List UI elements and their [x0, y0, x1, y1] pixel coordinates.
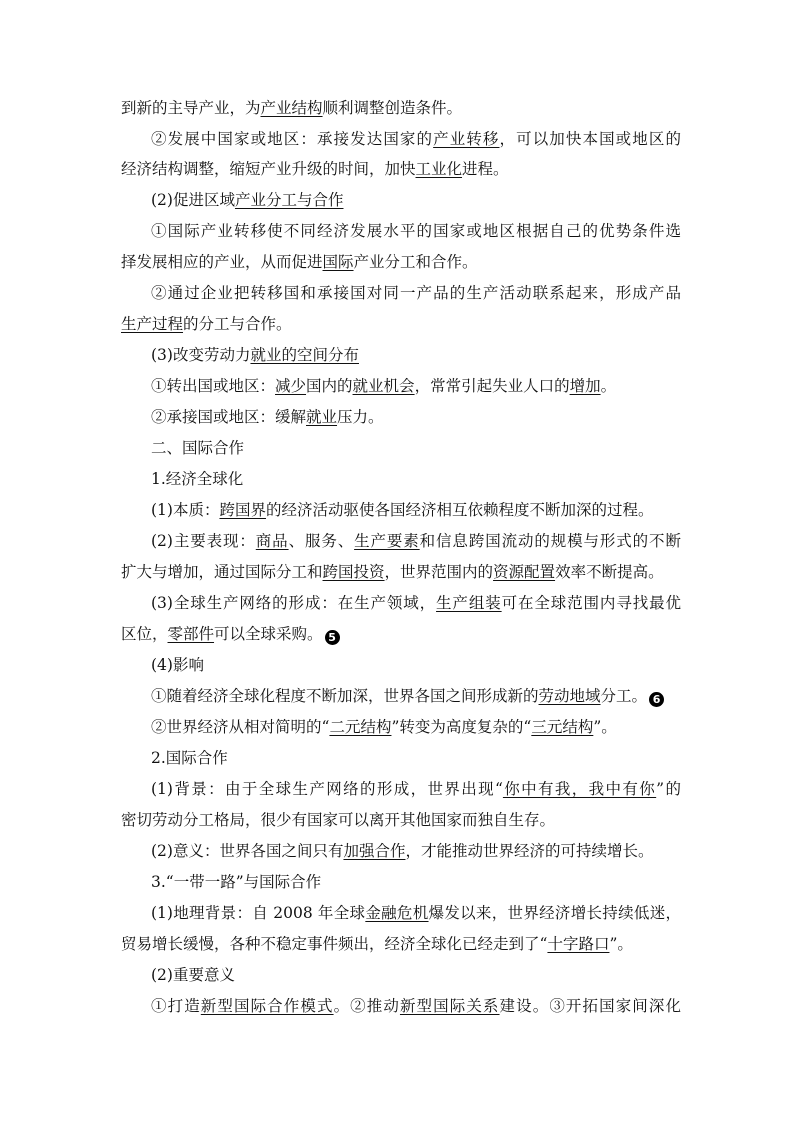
underlined-keyword: 增加 — [569, 377, 601, 395]
text-line — [151, 406, 681, 428]
underlined-keyword: 资源配置 — [493, 563, 556, 581]
text-line — [151, 592, 681, 614]
text-segment: (1)地理背景：自 2008 年全球 — [151, 904, 366, 922]
text-segment: (2)促进区域 — [151, 191, 235, 209]
text-segment: 密切劳动分工格局，很少有国家可以离开其他国家而独自生存。 — [121, 811, 556, 829]
text-segment: ，可以加快本国或地区的 — [499, 130, 681, 148]
text-segment: ，常常引起失业人口的 — [414, 377, 570, 395]
text-segment: 。 — [600, 377, 617, 395]
text-segment: ，才能推动世界经济的可持续增长。 — [405, 842, 654, 860]
text-segment: ①打造 — [151, 997, 201, 1015]
footnote-marker-icon: 6 — [649, 692, 664, 707]
text-line — [151, 499, 681, 521]
text-segment: 、服务、 — [288, 532, 355, 550]
text-line — [151, 964, 681, 986]
text-segment: ①随着经济全球化程度不断加深，世界各国之间形成新的 — [151, 687, 539, 705]
text-segment: 区位， — [121, 625, 168, 643]
text-segment: ②承接国或地区：缓解 — [151, 408, 307, 426]
underlined-keyword: 产业结构 — [260, 99, 323, 117]
underlined-keyword: 生产过程 — [121, 315, 184, 333]
text-line — [151, 716, 681, 738]
text-line — [151, 437, 681, 459]
underlined-keyword: 跨国投资 — [322, 563, 385, 581]
text-segment: ②世界经济从相对简明的“ — [151, 718, 330, 736]
underlined-keyword: 国际 — [322, 253, 354, 271]
text-segment: 的分工与合作。 — [183, 315, 292, 333]
text-segment: (4)影响 — [151, 656, 204, 674]
text-segment: 产业分工和合作。 — [353, 253, 478, 271]
text-segment: 进程。 — [462, 160, 509, 178]
text-line — [121, 97, 681, 119]
text-line — [151, 902, 681, 924]
text-line — [151, 778, 681, 800]
text-segment: 1.经济全球化 — [151, 470, 244, 488]
text-line — [121, 809, 681, 831]
underlined-keyword: 生产要素 — [354, 532, 420, 550]
text-segment: 择发展相应的产业，从而促进 — [121, 253, 323, 271]
underlined-keyword: 产业分工与合作 — [234, 191, 344, 209]
text-segment: 效率不断提高。 — [555, 563, 664, 581]
underlined-keyword: 跨国界 — [219, 501, 266, 519]
text-segment: ”。 — [593, 718, 617, 736]
text-line — [151, 220, 681, 242]
text-line — [151, 871, 681, 893]
text-segment: ①国际产业转移使不同经济发展水平的国家或地区根据自己的优势条件选 — [151, 222, 681, 240]
underlined-keyword: 加强合作 — [343, 842, 406, 860]
text-segment: ”的 — [656, 780, 681, 798]
underlined-keyword: 新型国际合作模式 — [200, 997, 334, 1015]
underlined-keyword: 你中有我，我中有你 — [502, 780, 657, 798]
text-segment: 2.国际合作 — [151, 749, 228, 767]
text-segment: (2)意义：世界各国之间只有 — [151, 842, 344, 860]
text-line — [121, 313, 681, 335]
text-segment: 经济结构调整，缩短产业升级的时间，加快 — [121, 160, 416, 178]
text-segment: (2)重要意义 — [151, 966, 235, 984]
footnote-marker-icon: 5 — [325, 630, 340, 645]
underlined-keyword: 就业 — [306, 408, 338, 426]
text-segment: 压力。 — [337, 408, 384, 426]
underlined-keyword: 就业机会 — [352, 377, 415, 395]
underlined-keyword: 二元结构 — [329, 718, 392, 736]
text-segment: 可以全球采购。 — [214, 625, 323, 643]
text-line — [151, 468, 681, 490]
text-line — [151, 530, 681, 552]
text-segment: 顺利调整创造条件。 — [322, 99, 463, 117]
text-line — [151, 344, 681, 366]
text-segment: (3)改变劳动力 — [151, 346, 251, 364]
text-line — [121, 158, 681, 180]
text-line — [151, 375, 681, 397]
underlined-keyword: 三元结构 — [531, 718, 594, 736]
underlined-keyword: 商品 — [255, 532, 289, 550]
text-segment: 扩大与增加，通过国际分工和 — [121, 563, 323, 581]
text-line — [151, 128, 681, 150]
text-segment: ，世界范围内的 — [384, 563, 494, 581]
text-segment: 国内的 — [306, 377, 353, 395]
text-segment: ①转出国或地区： — [151, 377, 276, 395]
text-line — [151, 189, 681, 211]
underlined-keyword: 新型国际关系 — [399, 997, 500, 1015]
text-segment: 贸易增长缓慢，各种不稳定事件频出，经济全球化已经走到了“ — [121, 935, 548, 953]
text-segment: 可在全球范围内寻找最优 — [501, 594, 681, 612]
text-segment: (1)本质： — [151, 501, 220, 519]
underlined-keyword: 生产组装 — [436, 594, 502, 612]
text-segment: 和信息跨国流动的规模与形式的不断 — [419, 532, 681, 550]
underlined-keyword: 产业转移 — [433, 130, 500, 148]
text-segment: ”转变为高度复杂的“ — [391, 718, 532, 736]
text-line — [151, 747, 681, 769]
underlined-keyword: 就业的空间分布 — [250, 346, 359, 364]
text-line — [121, 251, 681, 273]
text-segment: 3.“一带一路”与国际合作 — [151, 873, 322, 891]
text-line — [121, 933, 681, 955]
text-line — [151, 840, 681, 862]
underlined-keyword: 减少 — [275, 377, 307, 395]
underlined-keyword: 工业化 — [415, 160, 463, 178]
text-segment: 到新的主导产业，为 — [121, 99, 261, 117]
text-line — [121, 561, 681, 583]
text-line — [151, 282, 681, 304]
text-line — [151, 995, 681, 1017]
text-segment: ②通过企业把转移国和承接国对同一产品的生产活动联系起来，形成产品 — [151, 284, 681, 302]
underlined-keyword: 零部件 — [167, 625, 215, 643]
underlined-keyword: 劳动地域 — [538, 687, 601, 705]
text-segment: 。②推动 — [333, 997, 400, 1015]
text-segment: 爆发以来，世界经济增长持续低迷， — [428, 904, 681, 922]
text-line — [121, 623, 681, 645]
text-segment: ”。 — [609, 935, 633, 953]
text-segment: 的经济活动驱使各国经济相互依赖程度不断加深的过程。 — [265, 501, 654, 519]
text-segment: 二、国际合作 — [151, 439, 245, 457]
text-segment: 分工。 — [600, 687, 648, 705]
text-segment: (3)全球生产网络的形成：在生产领域， — [151, 594, 437, 612]
text-line — [151, 654, 681, 676]
text-segment: 建设。③开拓国家间深化 — [499, 997, 681, 1015]
text-segment: (1)背景：由于全球生产网络的形成，世界出现“ — [151, 780, 503, 798]
underlined-keyword: 金融危机 — [365, 904, 429, 922]
underlined-keyword: 十字路口 — [547, 935, 610, 953]
text-segment: ②发展中国家或地区：承接发达国家的 — [151, 130, 434, 148]
text-line — [151, 685, 681, 707]
text-segment: (2)主要表现： — [151, 532, 256, 550]
